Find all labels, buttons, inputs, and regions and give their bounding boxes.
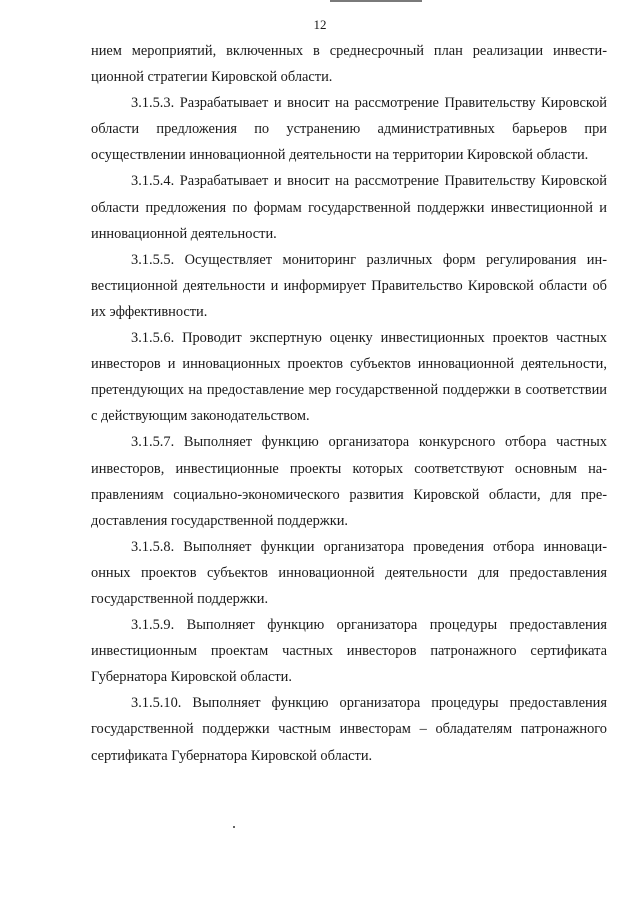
- paragraph-3-1-5-7: 3.1.5.7. Выполняет функцию организатора конкурсного отбора частных инвесторов, инвестиционные проекты которых соответствуют основным направлениям социально-экономического развития Кировской области, для предоставления государственной поддержки.: [91, 434, 607, 529]
- paragraph-3-1-5-4: 3.1.5.4. Разрабатывает и вносит на рассмотрение Правительству Кировской области предложения по формам государственной поддержки инвестиционной и инновационной деятельности.: [91, 173, 607, 242]
- header-rule: [330, 0, 422, 2]
- paragraph-3-1-5-10: 3.1.5.10. Выполняет функцию организатора процедуры предоставления государственной поддержки частным инвесторам – обладателям патронажного сертификата Губернатора Кировской области.: [91, 695, 607, 764]
- paragraph-3-1-5-6: 3.1.5.6. Проводит экспертную оценку инвестиционных проектов частных инвесторов и инновационных проектов субъектов инновационной деятельности, претендующих на предоставление мер государственной поддержки в соответствии с действующим законодательством.: [91, 330, 607, 425]
- scan-speck: [233, 826, 235, 828]
- page-number: 12: [313, 17, 327, 32]
- paragraph-continuation: нием мероприятий, включенных в среднесрочный план реализации инвестиционной стратегии Кировской области.: [91, 43, 607, 86]
- paragraph-3-1-5-5: 3.1.5.5. Осуществляет мониторинг различных форм регулирования инвестиционной деятельности и информирует Правительство Кировской области об их эффективности.: [91, 251, 607, 320]
- paragraph-3-1-5-9: 3.1.5.9. Выполняет функцию организатора процедуры предоставления инвестиционным проектам частных инвесторов патронажного сертификата Губернатора Кировской области.: [91, 617, 607, 686]
- paragraph-3-1-5-3: 3.1.5.3. Разрабатывает и вносит на рассмотрение Правительству Кировской области предложения по устранению административных барьеров при осуществлении инновационной деятельности на территории Кировской области.: [91, 95, 607, 164]
- document-body: [91, 38, 607, 769]
- paragraph-3-1-5-8: 3.1.5.8. Выполняет функции организатора проведения отбора инновационных проектов субъектов инновационной деятельности для предоставления государственной поддержки.: [91, 538, 607, 607]
